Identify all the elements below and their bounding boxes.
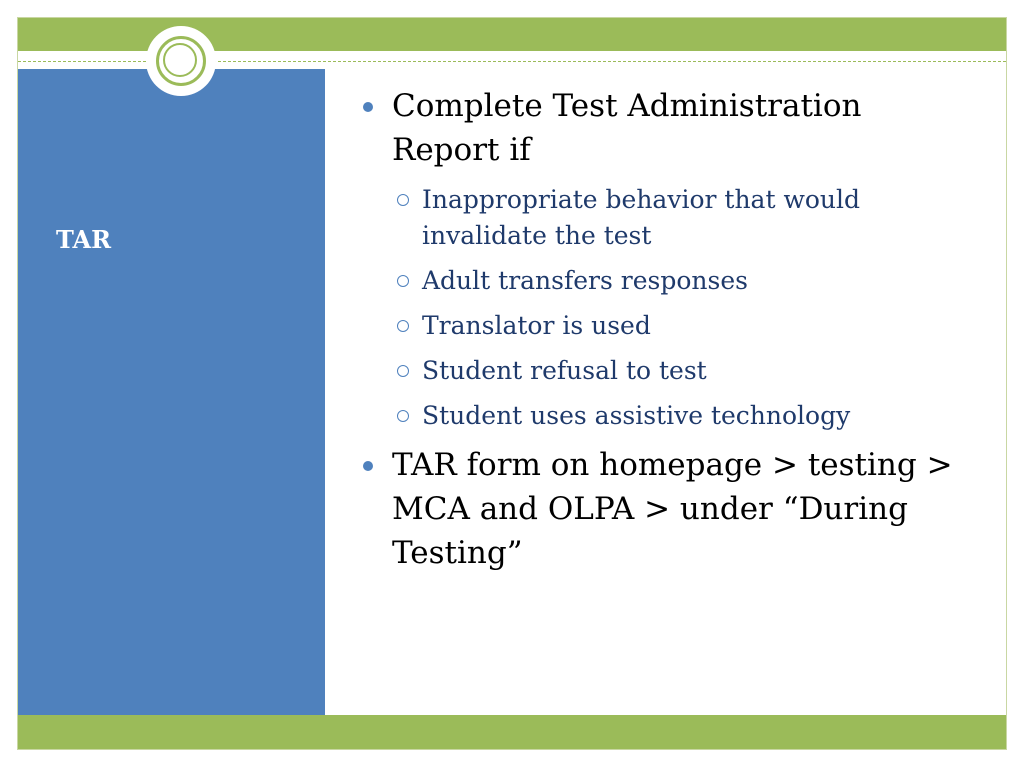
bullet-item	[358, 84, 968, 172]
sub-bullet-text: Adult transfers responses	[422, 266, 748, 295]
sub-bullet-text: Translator is used	[422, 311, 651, 340]
sub-bullet-item	[358, 398, 968, 434]
ring-bullet-icon	[397, 275, 409, 287]
bottom-accent-band	[18, 715, 1006, 749]
bullet-text: TAR form on homepage > testing > MCA and OLPA > under “During Testing”	[392, 447, 953, 571]
sub-bullet-item	[358, 353, 968, 389]
bullet-text: Complete Test Administration Report if	[392, 88, 862, 168]
ring-bullet-icon	[397, 320, 409, 332]
sub-bullet-item	[358, 182, 968, 254]
sub-bullet-item	[358, 308, 968, 344]
sub-bullet-text: Inappropriate behavior that would invalidate the test	[422, 185, 861, 250]
bullet-content	[358, 84, 968, 585]
title-panel	[18, 69, 325, 717]
slide-title: TAR	[56, 225, 112, 254]
ring-bullet-icon	[397, 410, 409, 422]
bullet-dot-icon	[363, 102, 373, 112]
sub-bullet-text: Student refusal to test	[422, 356, 707, 385]
sub-bullet-list	[358, 182, 968, 434]
ring-bullet-icon	[397, 365, 409, 377]
sub-bullet-text: Student uses assistive technology	[422, 401, 851, 430]
bullet-item	[358, 443, 968, 575]
slide	[17, 17, 1007, 750]
sub-bullet-item	[358, 263, 968, 299]
bullet-dot-icon	[363, 461, 373, 471]
ring-bullet-icon	[397, 194, 409, 206]
circle-emblem-icon	[146, 26, 216, 96]
